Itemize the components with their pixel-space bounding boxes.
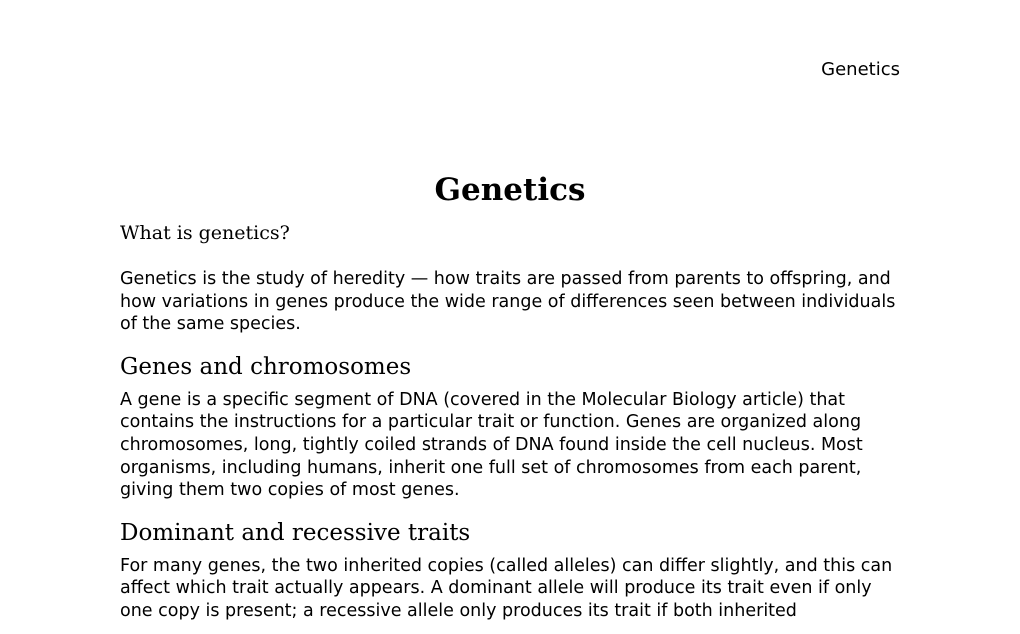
section-heading-genes-chromosomes: Genes and chromosomes: [120, 353, 412, 380]
intro-paragraph: Genetics is the study of heredity — how traits are passed from parents to offspring, and how variations in genes produce the wide range of differences seen between individuals of the same species.: [120, 269, 896, 335]
running-header: Genetics: [821, 59, 900, 80]
section-heading-dominant-recessive: Dominant and recessive traits: [120, 519, 471, 546]
lead-question: What is genetics?: [120, 222, 290, 244]
page-title: Genetics: [434, 172, 586, 208]
section-paragraph-genes-chromosomes: A gene is a specific segment of DNA (covered in the Molecular Biology article) that contains the instructions for a particular trait or function. Genes are organized along chromosomes, long, tightly coiled strands of DNA found inside the cell nucleus. Most organisms, including humans, inherit one full set of chromosomes from each parent, giving them two copies of most genes.: [120, 389, 863, 501]
section-paragraph-dominant-recessive: For many genes, the two inherited copies (called alleles) can differ slightly, and this can affect which trait actually appears. A dominant allele will produce its trait even if only one copy is present; a recessive allele only produces its trait if both inherited: [120, 555, 893, 621]
article-body: [120, 168, 900, 623]
